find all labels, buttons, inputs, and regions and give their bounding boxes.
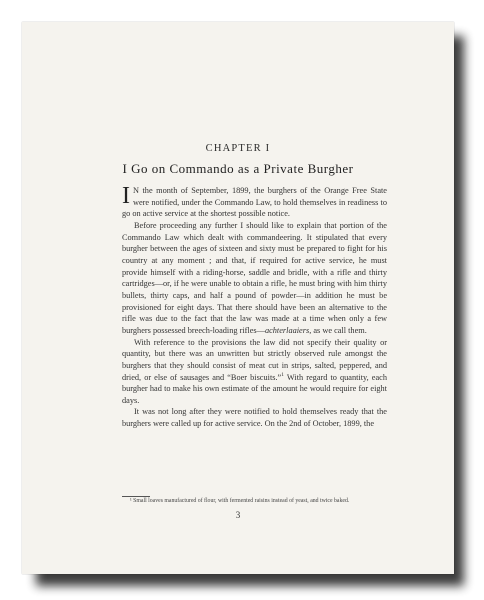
page-number: 3 <box>235 510 241 520</box>
chapter-label: CHAPTER I <box>205 143 271 154</box>
footnote-marker: 1 <box>281 371 284 378</box>
paragraph-3 <box>122 337 387 407</box>
paragraph-3-text: With reference to the provisions the law did not specify their quality or quantity, but there was an unwritten but strictly observed rule amongst the burghers that they should consist of meat cut in strips, salted, peppered, and dried, or else of sausages and “Boer biscuits.” <box>122 337 387 382</box>
paragraph-2-text: Before proceeding any further I should like to explain that portion of the Commando Law which dealt with commandeering. It stipulated that every burgher between the ages of sixteen and sixty must be prepared to fight for his country at any moment ; and that, if required for active service, he must provide himself with a riding-horse, saddle and bridle, with a rifle and thirty cartridges—or, if he were unable to obtain a rifle, he must bring with him thirty bullets, thirty caps, and half a pound of powder—in addition he must be provisioned for eight days. That there should have been an alternative to the rifle was due to the fact that the law was made at a time when only a few burghers possessed breech-loading rifles— <box>122 220 387 335</box>
paragraph-4 <box>122 406 387 429</box>
paragraph-1-text: N the month of September, 1899, the burghers of the Orange Free State were notified, under the Commando Law, to hold themselves in readiness to go on active service at the shortest possible notice. <box>122 186 387 219</box>
footnote: ¹ Small loaves manufactured of flour, with fermented raisins instead of yeast, and twice baked. <box>130 498 350 504</box>
book-page <box>22 22 454 574</box>
paragraph-1 <box>122 185 387 220</box>
paragraph-3-tail: With regard to quantity, each burgher had to make his own estimate of the amount he would require for eight days. <box>122 372 388 405</box>
drop-cap: I <box>122 183 130 209</box>
chapter-title: I Go on Commando as a Private Burgher <box>122 161 354 176</box>
paragraph-2-tail: , as we call them. <box>309 325 367 335</box>
footnote-rule <box>122 496 150 497</box>
paragraph-2 <box>122 220 387 337</box>
body-text <box>122 185 387 430</box>
paragraph-4-text: It was not long after they were notified to hold themselves ready that the burghers were called up for active service. On the 2nd of October, 1899, the <box>122 407 387 429</box>
paragraph-2-italic: achterlaaiers <box>264 325 310 335</box>
